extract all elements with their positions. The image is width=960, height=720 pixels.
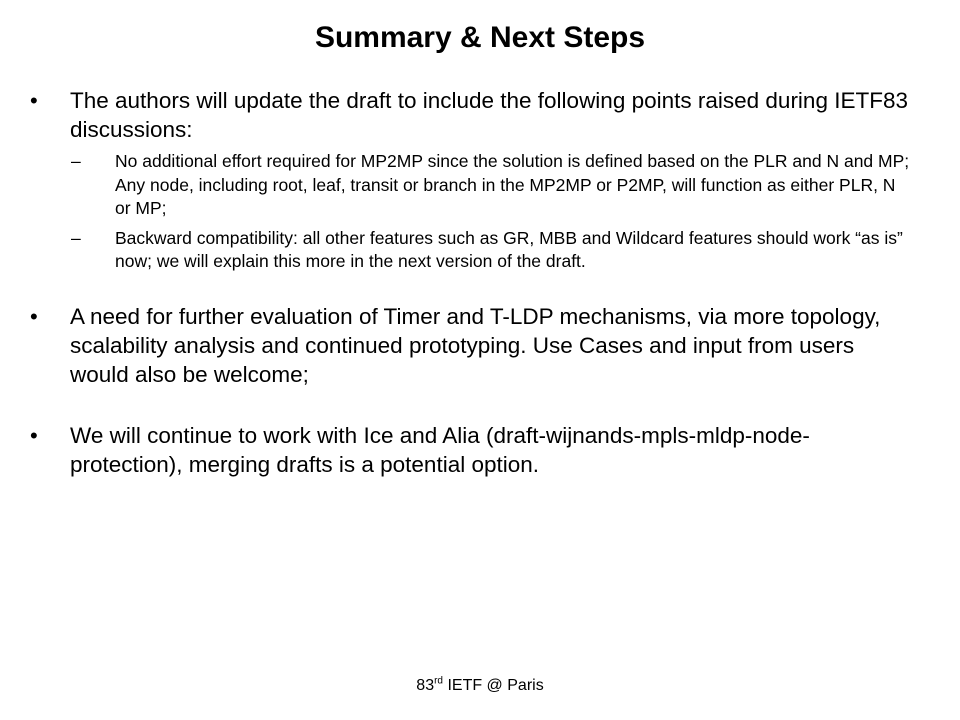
slide-body xyxy=(30,86,910,479)
footer-number: 83 xyxy=(416,677,435,694)
bullet-item xyxy=(30,421,910,479)
bullet-item xyxy=(30,302,910,389)
bullet-marker: • xyxy=(30,422,38,448)
sub-item-text: No additional effort required for MP2MP since the solution is defined based on the PLR and N and MP; Any node, including root, leaf, transit or branch in the MP2MP or P2MP, will function as either PLR, N or MP; xyxy=(115,151,910,218)
sub-item xyxy=(70,150,910,221)
bullet-marker: • xyxy=(30,303,38,329)
bullet-text: A need for further evaluation of Timer and T-LDP mechanisms, via more topology, scalability analysis and continued prototyping. Use Cases and input from users would also be welcome; xyxy=(70,303,881,387)
sub-list xyxy=(70,150,910,274)
bullet-text: We will continue to work with Ice and Alia (draft-wijnands-mpls-mldp-node-protection), merging drafts is a potential option. xyxy=(70,422,810,477)
footer-ordinal: rd xyxy=(434,675,443,687)
sub-item-text: Backward compatibility: all other features such as GR, MBB and Wildcard features should work “as is” now; we will explain this more in the next version of the draft. xyxy=(115,227,903,271)
footer-event: IETF @ Paris xyxy=(443,677,544,694)
bullet-text: The authors will update the draft to include the following points raised during IETF83 discussions: xyxy=(70,88,908,142)
sub-marker: – xyxy=(71,151,81,171)
bullet-item xyxy=(30,86,910,274)
slide-title: Summary & Next Steps xyxy=(314,21,646,54)
slide-footer xyxy=(0,676,960,696)
bullet-marker: • xyxy=(30,88,38,113)
sub-marker: – xyxy=(71,227,81,248)
sub-item xyxy=(70,227,910,274)
